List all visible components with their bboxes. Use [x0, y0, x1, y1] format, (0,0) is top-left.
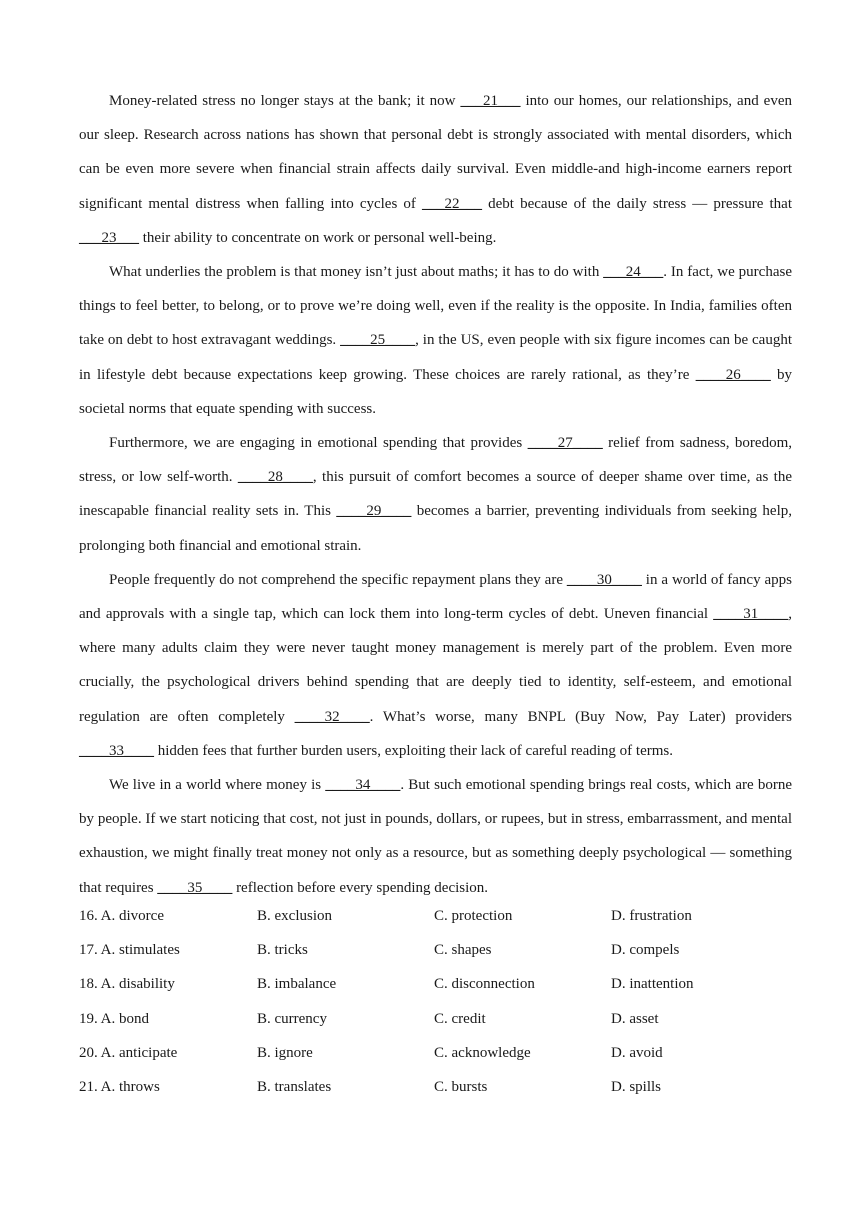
passage-text: , where many adults claim they were never taught money management is merely part of the problem. Even more crucially, the psychological drivers behind spending that are deeply tied to identity, self-esteem, and emotional regulation are often completely — [79, 606, 792, 725]
passage-text: , in the US, even people with six figure incomes can be caught in lifestyle debt because expectations keep growing. These choices are rarely rational, as they’re — [79, 332, 793, 383]
option-row — [79, 933, 792, 967]
option-a: 16. A. divorce — [79, 908, 164, 924]
answer-blank: ____32____ — [294, 708, 370, 725]
answer-blank: ____29____ — [336, 503, 412, 520]
passage-paragraph — [79, 426, 792, 563]
passage-text: becomes a barrier, preventing individuals from seeking help, prolonging both financial and emotional strain. — [79, 503, 792, 554]
passage-text: We live in a world where money is — [109, 777, 326, 794]
passage-text: Money-related stress no longer stays at the bank; it now — [109, 93, 461, 109]
option-d: D. asset — [611, 1010, 659, 1027]
answer-blank: ___21___ — [460, 93, 521, 109]
passage-text: Furthermore, we are engaging in emotional spending that provides — [109, 435, 528, 452]
passage-paragraph — [79, 84, 792, 255]
passage-text: debt because of the daily stress — pressure that — [482, 195, 792, 212]
option-a: 20. A. anticipate — [79, 1044, 178, 1061]
option-c: C. acknowledge — [434, 1044, 531, 1061]
option-b: B. translates — [257, 1078, 332, 1095]
answer-blank: ____27____ — [527, 435, 603, 452]
answer-blank: ____25____ — [340, 332, 416, 349]
option-d: D. compels — [611, 942, 680, 959]
answer-blank: ___23___ — [79, 229, 139, 246]
option-b: B. ignore — [257, 1044, 313, 1061]
passage-text: . What’s worse, many BNPL (Buy Now, Pay Later) providers — [369, 708, 792, 725]
answer-blank: ___24___ — [603, 264, 664, 281]
passage-text: What underlies the problem is that money isn’t just about maths; it has to do with — [109, 264, 604, 281]
answer-blank: ____26____ — [695, 366, 771, 383]
answer-blank: ____28____ — [237, 469, 313, 486]
passage-text: . In fact, we purchase things to feel better, to belong, or to prove we’re doing well, even if the reality is the opposite. In India, families often take on debt to host extravagant weddings. — [79, 264, 792, 349]
option-b: B. imbalance — [257, 976, 337, 993]
option-row — [79, 1036, 792, 1070]
passage-text: , this pursuit of comfort becomes a source of deeper shame over time, as the inescapable financial reality sets in. This — [79, 469, 792, 520]
passage-paragraph — [79, 563, 792, 768]
option-a: 21. A. throws — [79, 1078, 160, 1095]
passage-text: into our homes, our relationships, and even our sleep. Research across nations has shown that personal debt is strongly associated with mental disorders, which can be even more severe when financial strain affects daily survival. Even middle-and high-income earners report significant mental distress when falling into cycles of — [79, 93, 792, 212]
option-c: C. protection — [434, 908, 513, 924]
answer-blank: ____34____ — [325, 777, 401, 794]
option-d: D. inattention — [611, 976, 694, 993]
passage-paragraph — [79, 255, 792, 426]
passage-paragraph — [79, 768, 792, 905]
passage-text: reflection before every spending decision. — [232, 879, 489, 896]
answer-blank: ___22___ — [422, 195, 483, 212]
option-row — [79, 967, 792, 1001]
option-d: D. avoid — [611, 1044, 663, 1061]
passage-text: hidden fees that further burden users, exploiting their lack of careful reading of terms. — [154, 742, 673, 759]
passage-text: . But such emotional spending brings real costs, which are borne by people. If we start noticing that cost, not just in pounds, dollars, or rupees, but in stress, embarrassment, and mental exhaustion, we might finally treat money not only as a resource, but as something deeply psychological — something that requires — [79, 777, 792, 896]
answer-blank: ____35____ — [157, 879, 233, 896]
passage-text: relief from sadness, boredom, stress, or low self-worth. — [79, 435, 792, 486]
option-c: C. credit — [434, 1010, 486, 1027]
answer-options — [79, 899, 792, 1104]
option-c: C. bursts — [434, 1078, 488, 1095]
option-row — [79, 1070, 792, 1104]
option-b: B. currency — [257, 1010, 327, 1027]
answer-blank: ____33____ — [79, 742, 154, 759]
passage-text: in a world of fancy apps and approvals with a single tap, which can lock them into long-term cycles of debt. Uneven financial — [79, 571, 792, 623]
passage-text: by societal norms that equate spending with success. — [79, 366, 792, 417]
option-b: B. exclusion — [257, 908, 332, 924]
option-row — [79, 899, 792, 933]
option-d: D. spills — [611, 1078, 662, 1095]
option-a: 17. A. stimulates — [79, 942, 180, 959]
option-row — [79, 1002, 792, 1036]
option-a: 19. A. bond — [79, 1010, 150, 1027]
option-c: C. disconnection — [434, 976, 535, 993]
passage-text: their ability to concentrate on work or personal well-being. — [139, 229, 497, 246]
option-a: 18. A. disability — [79, 976, 175, 993]
passage-text: People frequently do not comprehend the specific repayment plans they are — [109, 571, 567, 588]
cloze-passage — [79, 84, 792, 905]
answer-blank: ____30____ — [566, 571, 642, 588]
answer-blank: ____31____ — [713, 606, 789, 623]
option-d: D. frustration — [611, 908, 692, 924]
option-c: C. shapes — [434, 942, 492, 959]
option-b: B. tricks — [257, 942, 308, 959]
